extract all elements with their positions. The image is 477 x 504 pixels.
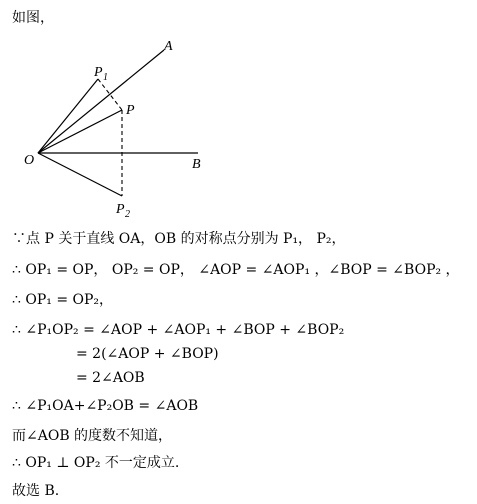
- solution-line-7: ∴ ∠P₁OA+∠P₂OB = ∠AOB: [12, 398, 199, 414]
- label-P1-sub: 1: [103, 72, 108, 83]
- label-P2: P: [116, 202, 125, 217]
- solution-line-2: ∴ OP₁ = OP， OP₂ = OP， ∠AOP = ∠AOP₁ ，∠BOP = ∠BOP₂ ，: [12, 262, 460, 278]
- label-P: P: [126, 103, 135, 118]
- solution-line-10: 故选 B.: [12, 483, 60, 499]
- solution-line-9: ∴ OP₁ ⊥ OP₂ 不一定成立.: [12, 455, 180, 471]
- label-B: B: [192, 157, 201, 172]
- segment-OP: [38, 110, 122, 153]
- solution-line-6: = 2∠AOB: [76, 370, 145, 386]
- solution-line-4: ∴ ∠P₁OP₂ = ∠AOP + ∠AOP₁ + ∠BOP + ∠BOP₂: [12, 322, 345, 338]
- solution-line-1: ∵点 P 关于直线 OA，OB 的对称点分别为 P₁， P₂，: [12, 231, 346, 247]
- solution-line-8: 而∠AOB 的度数不知道，: [12, 428, 173, 444]
- label-P2-sub: 2: [125, 209, 130, 220]
- label-P1: P: [94, 65, 103, 80]
- label-A: A: [164, 39, 173, 54]
- label-O: O: [24, 153, 35, 168]
- intro-text: 如图，: [12, 10, 54, 26]
- segment-OP1: [38, 79, 98, 153]
- solution-line-3: ∴ OP₁ = OP₂，: [12, 292, 114, 308]
- solution-line-5: = 2(∠AOP + ∠BOP): [76, 346, 219, 362]
- geometry-figure: [0, 0, 477, 230]
- segment-OP2: [38, 153, 122, 196]
